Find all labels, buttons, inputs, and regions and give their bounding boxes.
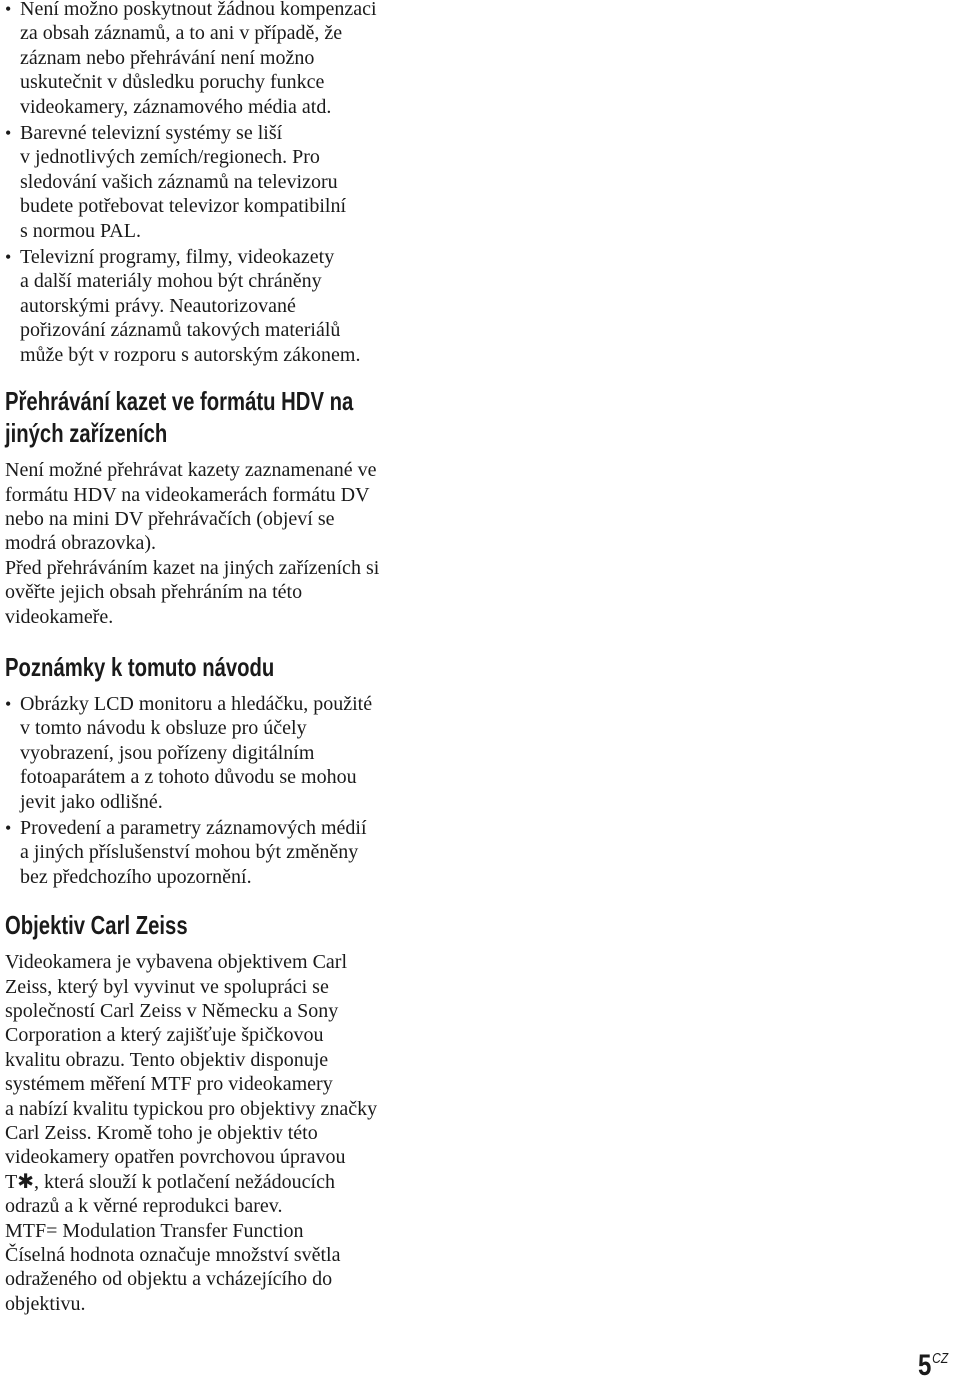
text-line: objektivu. bbox=[5, 1292, 86, 1315]
bullet-line: Provedení a parametry záznamových médií bbox=[20, 816, 367, 839]
bullet-line: fotoaparátem a z tohoto důvodu se mohou bbox=[20, 766, 357, 789]
bullet-line: pořizování záznamů takových materiálů bbox=[20, 319, 341, 342]
bullet-dot-icon: • bbox=[5, 693, 12, 714]
hdv-paragraph bbox=[5, 458, 435, 556]
text-line: kvalitu obrazu. Tento objektiv disponuje bbox=[5, 1048, 329, 1071]
bullet-line: bez předchozího upozornění. bbox=[20, 865, 252, 888]
text-line: videokamery opatřen povrchovou úpravou bbox=[5, 1146, 346, 1169]
bullet-line: autorskými právy. Neautorizované bbox=[20, 294, 296, 317]
bullet-line: a jiných příslušenství mohou být změněny bbox=[20, 841, 359, 864]
text-line: společností Carl Zeiss v Německu a Sony bbox=[5, 1000, 339, 1022]
text-line: videokameře. bbox=[5, 605, 114, 628]
text-line: a nabízí kvalitu typickou pro objektivy značky bbox=[5, 1097, 378, 1120]
bullet-item bbox=[5, 121, 435, 243]
text-line: systémem měření MTF pro videokamery bbox=[5, 1073, 333, 1096]
bullet-line: a další materiály mohou být chráněny bbox=[20, 270, 322, 293]
bullet-line: budete potřebovat televizor kompatibilní bbox=[20, 195, 347, 218]
bullet-line: může být v rozporu s autorským zákonem. bbox=[20, 343, 361, 366]
bullet-line: v jednotlivých zemích/regionech. Pro bbox=[20, 146, 320, 169]
text-column bbox=[5, 0, 435, 1316]
zeiss-heading: Objektiv Carl Zeiss bbox=[5, 910, 188, 941]
bullet-line: vyobrazení, jsou pořízeny digitálním bbox=[20, 741, 315, 764]
text-line: modrá obrazovka). bbox=[5, 532, 157, 555]
bullet-line: s normou PAL. bbox=[20, 219, 141, 242]
hdv-heading-line: jiných zařízeních bbox=[5, 418, 168, 449]
text-line: formátu HDV na videokamerách formátu DV bbox=[5, 483, 370, 506]
page-number-suffix: CZ bbox=[932, 1350, 949, 1367]
text-line: odrazů a k věrné reprodukci barev. bbox=[5, 1195, 283, 1218]
bullet-line: uskutečnit v důsledku poruchy funkce bbox=[20, 71, 325, 94]
text-line: Před přehráváním kazet na jiných zařízeních si bbox=[5, 556, 380, 579]
bullet-line: Obrázky LCD monitoru a hledáčku, použité bbox=[20, 692, 373, 715]
bullet-item bbox=[5, 816, 435, 889]
page-number-value: 5 bbox=[918, 1349, 932, 1382]
text-line: Corporation a který zajišťuje špičkovou bbox=[5, 1024, 324, 1047]
text-line: Videokamera je vybavena objektivem Carl bbox=[5, 951, 348, 974]
hdv-heading bbox=[5, 385, 442, 449]
bullet-line: za obsah záznamů, a to ani v případě, že bbox=[20, 22, 343, 45]
bullet-item bbox=[5, 0, 435, 119]
bullet-dot-icon: • bbox=[5, 247, 12, 268]
bullet-line: v tomto návodu k obsluze pro účely bbox=[20, 717, 307, 740]
text-line: Není možné přehrávat kazety zaznamenané ve bbox=[5, 459, 377, 482]
bullet-item bbox=[5, 692, 435, 814]
bullet-line: jevit jako odlišné. bbox=[20, 790, 163, 813]
notes-bullet-list bbox=[5, 692, 435, 889]
text-line: nebo na mini DV přehrávačích (objeví se bbox=[5, 507, 335, 530]
bullet-item bbox=[5, 245, 435, 367]
bullet-line: záznam nebo přehrávání není možno bbox=[20, 46, 315, 69]
bullet-line: Televizní programy, filmy, videokazety bbox=[20, 246, 335, 269]
bullet-line: Není možno poskytnout žádnou kompenzaci bbox=[20, 0, 377, 20]
bullet-dot-icon: • bbox=[5, 817, 12, 838]
text-line: Carl Zeiss. Kromě toho je objektiv této bbox=[5, 1122, 318, 1145]
bullet-line: Barevné televizní systémy se liší bbox=[20, 122, 283, 145]
text-line: ověřte jejich obsah přehráním na této bbox=[5, 581, 303, 604]
zeiss-paragraph bbox=[5, 950, 435, 1316]
hdv-paragraph bbox=[5, 556, 435, 629]
bullet-dot-icon: • bbox=[5, 0, 12, 19]
text-line: MTF= Modulation Transfer Function bbox=[5, 1219, 304, 1242]
bullet-dot-icon: • bbox=[5, 123, 12, 144]
text-line: Zeiss, který byl vyvinut ve spolupráci se bbox=[5, 975, 329, 998]
bullet-line: videokamery, záznamového média atd. bbox=[20, 95, 332, 118]
hdv-heading-line: Přehrávání kazet ve formátu HDV na bbox=[5, 386, 354, 417]
page-number bbox=[918, 1342, 948, 1383]
text-line: Číselná hodnota označuje množství světla bbox=[5, 1244, 341, 1267]
text-line: T✱, která slouží k potlačení nežádoucích bbox=[5, 1170, 335, 1193]
notes-heading: Poznámky k tomuto návodu bbox=[5, 651, 275, 682]
text-line: odraženého od objektu a vcházejícího do bbox=[5, 1268, 333, 1291]
intro-bullet-list bbox=[5, 0, 435, 367]
bullet-line: sledování vašich záznamů na televizoru bbox=[20, 170, 338, 193]
